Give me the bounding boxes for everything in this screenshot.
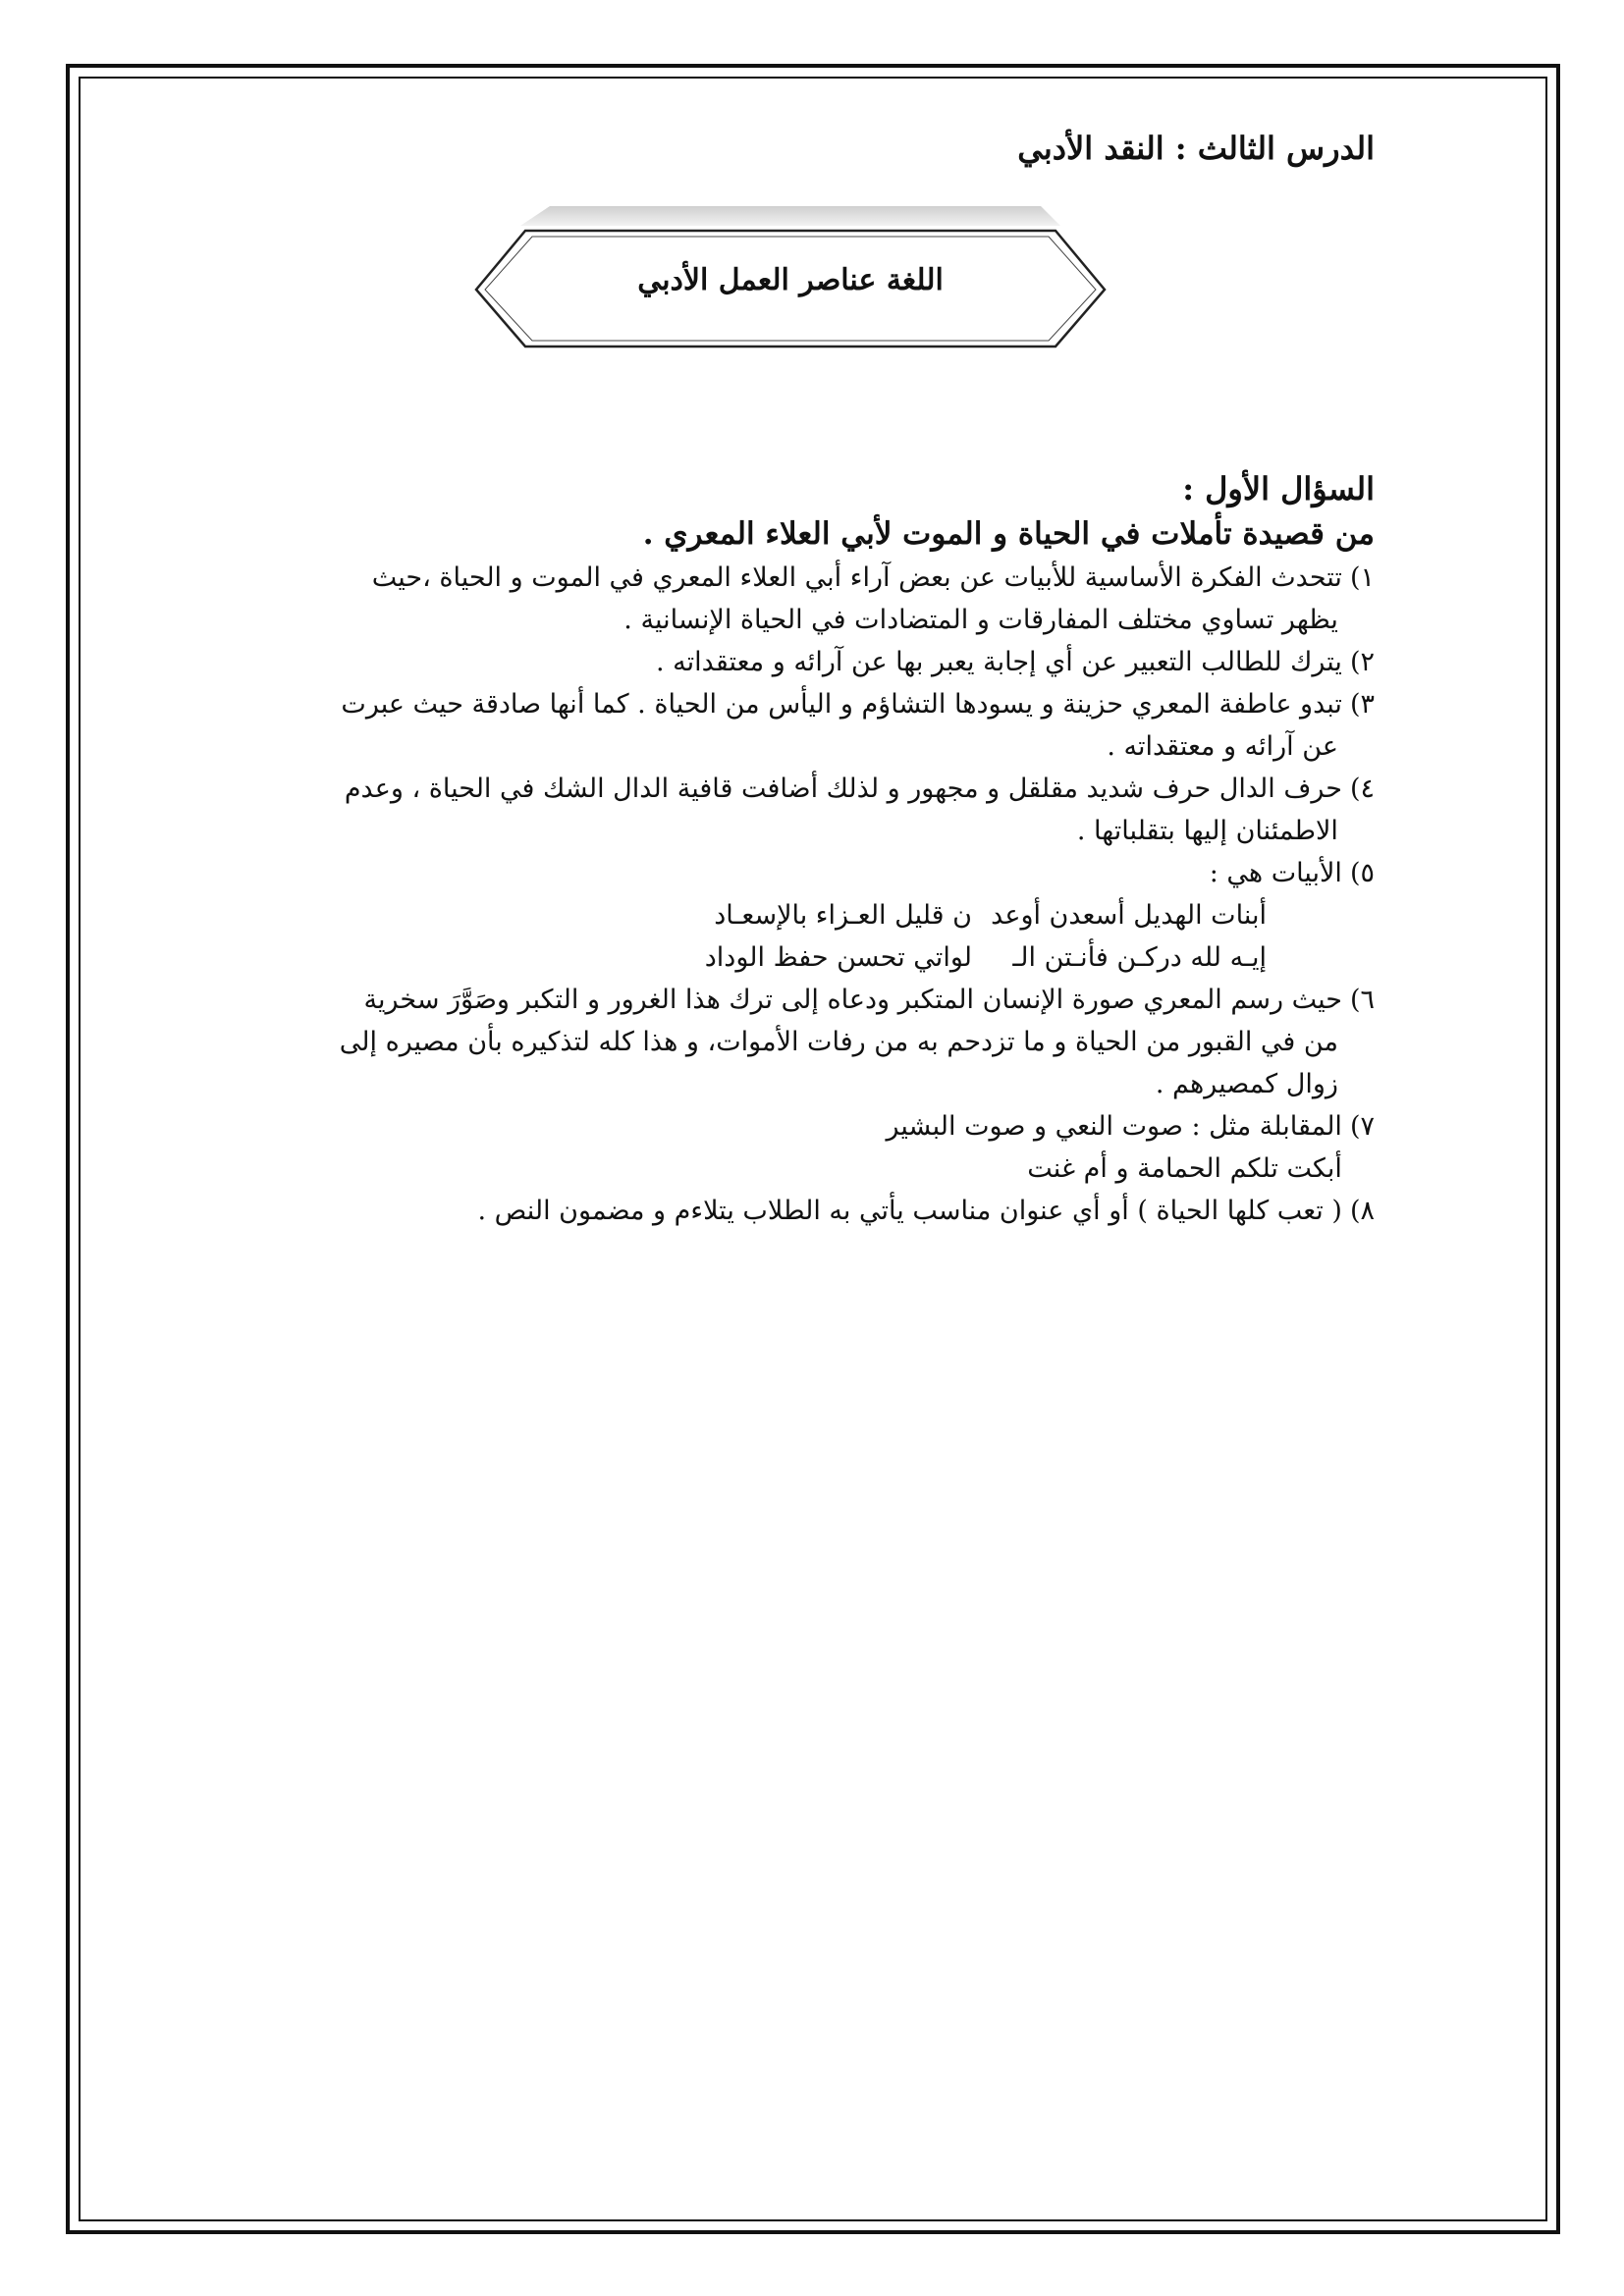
- verse-line: [226, 936, 1375, 979]
- item-line: ( تعب كلها الحياة ) أو أي عنوان مناسب يأتي به الطلاب يتلاءم و مضمون النص .: [477, 1196, 1342, 1226]
- verse-first-hemistich: إيـه لله دركـن فأنـتن الـ: [1012, 942, 1267, 973]
- list-item: [226, 557, 1375, 641]
- item-line: المقابلة مثل : صوت النعي و صوت البشير: [886, 1111, 1342, 1142]
- item-line: تتحدث الفكرة الأساسية للأبيات عن بعض آراء أبي العلاء المعري في الموت و الحياة ،حيث: [371, 562, 1342, 593]
- item-line: الأبيات هي :: [1209, 858, 1342, 888]
- item-number: ٤): [1349, 774, 1375, 804]
- list-item: [226, 979, 1375, 1105]
- list-item: [226, 1190, 1375, 1232]
- list-item: [226, 852, 1375, 894]
- item-number: ١): [1349, 562, 1375, 593]
- question-subheading: من قصيدة تأملات في الحياة و الموت لأبي العلاء المعري .: [642, 516, 1375, 552]
- item-line: حرف الدال حرف شديد مقلقل و مجهور و لذلك أضافت قافية الدال الشك في الحياة ، وعدم: [344, 774, 1342, 804]
- item-number: ٢): [1349, 647, 1375, 677]
- banner: [471, 201, 1110, 348]
- item-number: ٥): [1349, 858, 1375, 888]
- list-item: [226, 641, 1375, 683]
- lesson-title: الدرس الثالث : النقد الأدبي: [1017, 130, 1375, 167]
- document-page: [226, 118, 1375, 1226]
- question-heading: السؤال الأول :: [1182, 470, 1375, 507]
- item-line: حيث رسم المعري صورة الإنسان المتكبر ودعاه إلى ترك هذا الغرور و التكبر وصَوَّرَ سخرية: [363, 985, 1342, 1015]
- item-number: ٣): [1349, 689, 1375, 720]
- verse-first-hemistich: أبنات الهديل أسعدن أوعد: [991, 900, 1267, 931]
- list-item: [226, 683, 1375, 768]
- item-line: الاطمئنان إليها بتقلباتها .: [1076, 816, 1338, 846]
- item-line: يظهر تساوي مختلف المفارقات و المتضادات في الحياة الإنسانية .: [623, 605, 1338, 635]
- verse-second-hemistich: ن قليل العـزاء بالإسعـاد: [714, 900, 972, 931]
- item-number: ٧): [1349, 1111, 1375, 1142]
- item-line: زوال كمصيرهم .: [1155, 1069, 1338, 1099]
- item-line: من في القبور من الحياة و ما تزدحم به من رفات الأموات، و هذا كله لتذكيره بأن مصيره إلى: [339, 1027, 1338, 1057]
- verse-second-hemistich: لواتي تحسن حفظ الوداد: [704, 942, 972, 973]
- item-line: عن آرائه و معتقداته .: [1107, 731, 1338, 762]
- answers-list: [226, 557, 1375, 1232]
- list-item: [226, 768, 1375, 852]
- item-line: يترك للطالب التعبير عن أي إجابة يعبر بها عن آرائه و معتقداته .: [656, 647, 1342, 677]
- item-number: ٦): [1349, 985, 1375, 1015]
- list-item: [226, 1105, 1375, 1190]
- question-section: [226, 466, 1375, 1232]
- banner-title: اللغة عناصر العمل الأدبي: [637, 262, 944, 297]
- item-line: تبدو عاطفة المعري حزينة و يسودها التشاؤم و اليأس من الحياة . كما أنها صادقة حيث عبرت: [341, 689, 1342, 720]
- verse-line: [226, 894, 1375, 936]
- item-line: أبكت تلكم الحمامة و أم غنت: [1027, 1153, 1342, 1184]
- item-number: ٨): [1349, 1196, 1375, 1226]
